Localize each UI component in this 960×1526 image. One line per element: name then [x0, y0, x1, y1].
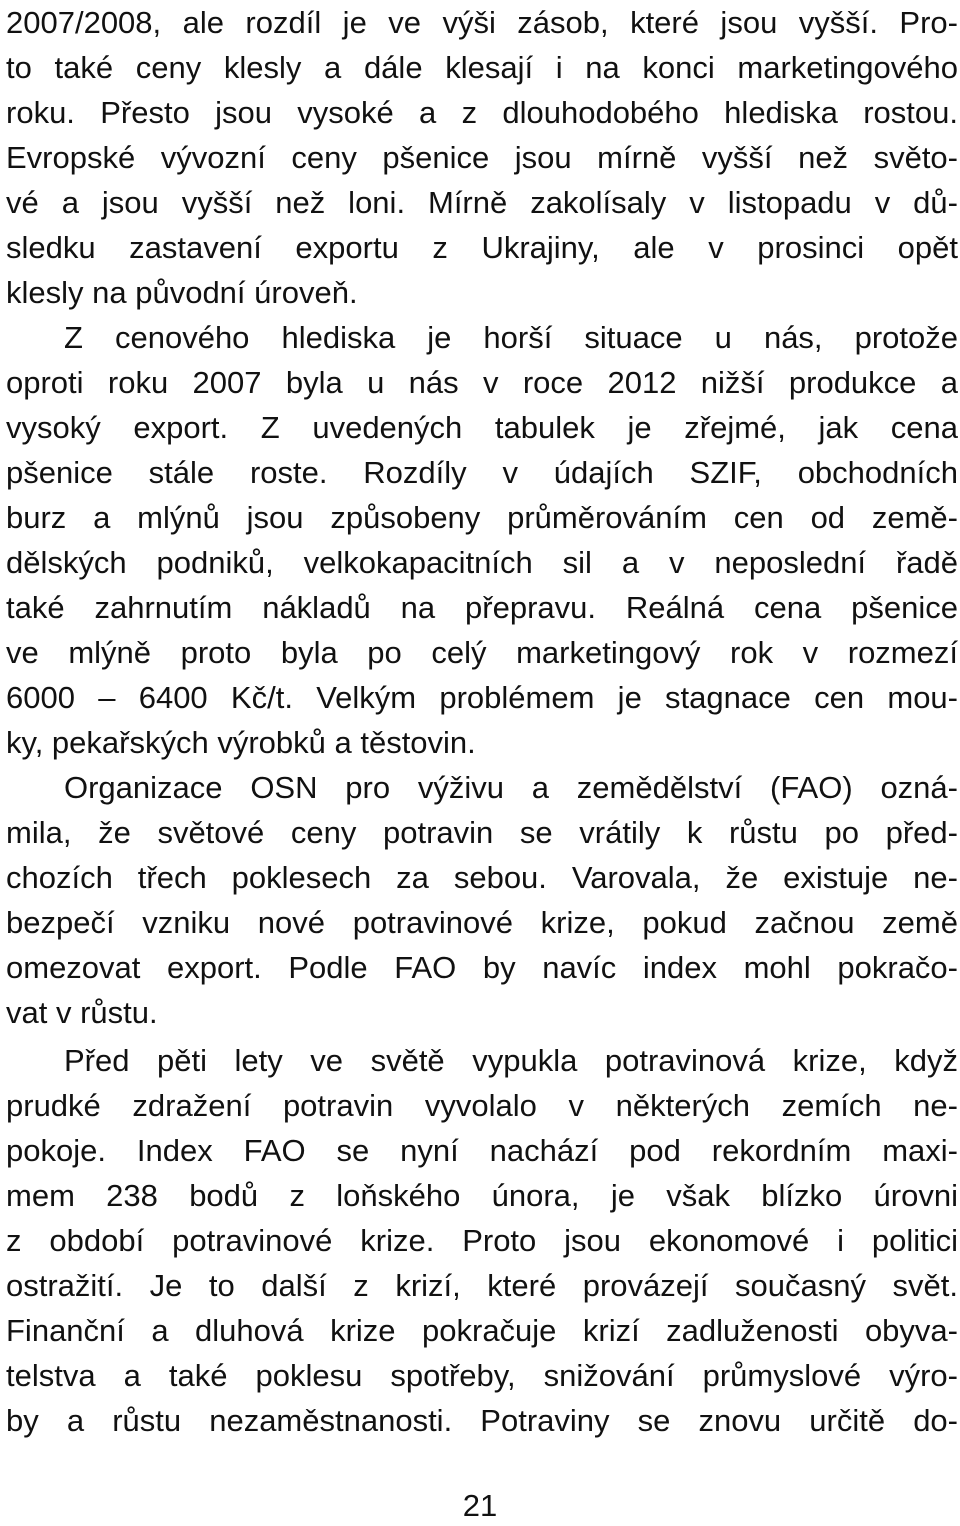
text-line: klesly na původní úroveň. [6, 275, 358, 310]
text-line: Z cenového hlediska je horší situace u nás, protože [64, 320, 958, 355]
text-line: vysoký export. Z uvedených tabulek je zřejmé, jak cena [6, 410, 958, 445]
text-line: pokoje. Index FAO se nyní nachází pod rekordním maxi- [6, 1133, 958, 1168]
text-line: Evropské vývozní ceny pšenice jsou mírně vyšší než světo- [6, 140, 958, 175]
text-line: ky, pekařských výrobků a těstovin. [6, 725, 476, 760]
text-line: ostražití. Je to další z krizí, které provázejí současný svět. [6, 1268, 958, 1303]
text-line: roku. Přesto jsou vysoké a z dlouhodobého hlediska rostou. [6, 95, 958, 130]
text-line: vat v růstu. [6, 995, 158, 1030]
text-line: pšenice stále roste. Rozdíly v údajích SZIF, obchodních [6, 455, 958, 490]
text-line: mem 238 bodů z loňského února, je však blízko úrovni [6, 1178, 958, 1213]
text-line: omezovat export. Podle FAO by navíc index mohl pokračo- [6, 950, 958, 985]
text-line: Před pěti lety ve světě vypukla potravinová krize, když [64, 1043, 958, 1078]
text-line: mila, že světové ceny potravin se vrátily k růstu po před- [6, 815, 958, 850]
text-line: dělských podniků, velkokapacitních sil a v neposlední řadě [6, 545, 958, 580]
text-line: telstva a také poklesu spotřeby, snižování průmyslové výro- [6, 1358, 958, 1393]
text-line: sledku zastavení exportu z Ukrajiny, ale v prosinci opět [6, 230, 958, 265]
page-number: 21 [462, 1488, 498, 1523]
text-line: bezpečí vzniku nové potravinové krize, pokud začnou země [6, 905, 958, 940]
text-line: chozích třech poklesech za sebou. Varovala, že existuje ne- [6, 860, 958, 895]
text-line: burz a mlýnů jsou způsobeny průměrováním cen od země- [6, 500, 958, 535]
text-line: by a růstu nezaměstnanosti. Potraviny se znovu určitě do- [6, 1403, 958, 1438]
text-line: prudké zdražení potravin vyvolalo v některých zemích ne- [6, 1088, 958, 1123]
text-line: 6000 – 6400 Kč/t. Velkým problémem je stagnace cen mou- [6, 680, 958, 715]
text-line: vé a jsou vyšší než loni. Mírně zakolísaly v listopadu v dů- [6, 185, 958, 220]
text-line: oproti roku 2007 byla u nás v roce 2012 nižší produkce a [6, 365, 958, 400]
text-line: 2007/2008, ale rozdíl je ve výši zásob, které jsou vyšší. Pro- [6, 5, 958, 40]
text-line: Organizace OSN pro výživu a zemědělství (FAO) ozná- [64, 770, 958, 805]
text-line: ve mlýně proto byla po celý marketingový rok v rozmezí [6, 635, 958, 670]
text-line: z období potravinové krize. Proto jsou ekonomové i politici [6, 1223, 958, 1258]
text-line: také zahrnutím nákladů na přepravu. Reálná cena pšenice [6, 590, 958, 625]
text-line: to také ceny klesly a dále klesají i na konci marketingového [6, 50, 958, 85]
text-line: Finanční a dluhová krize pokračuje krizí zadluženosti obyva- [6, 1313, 958, 1348]
